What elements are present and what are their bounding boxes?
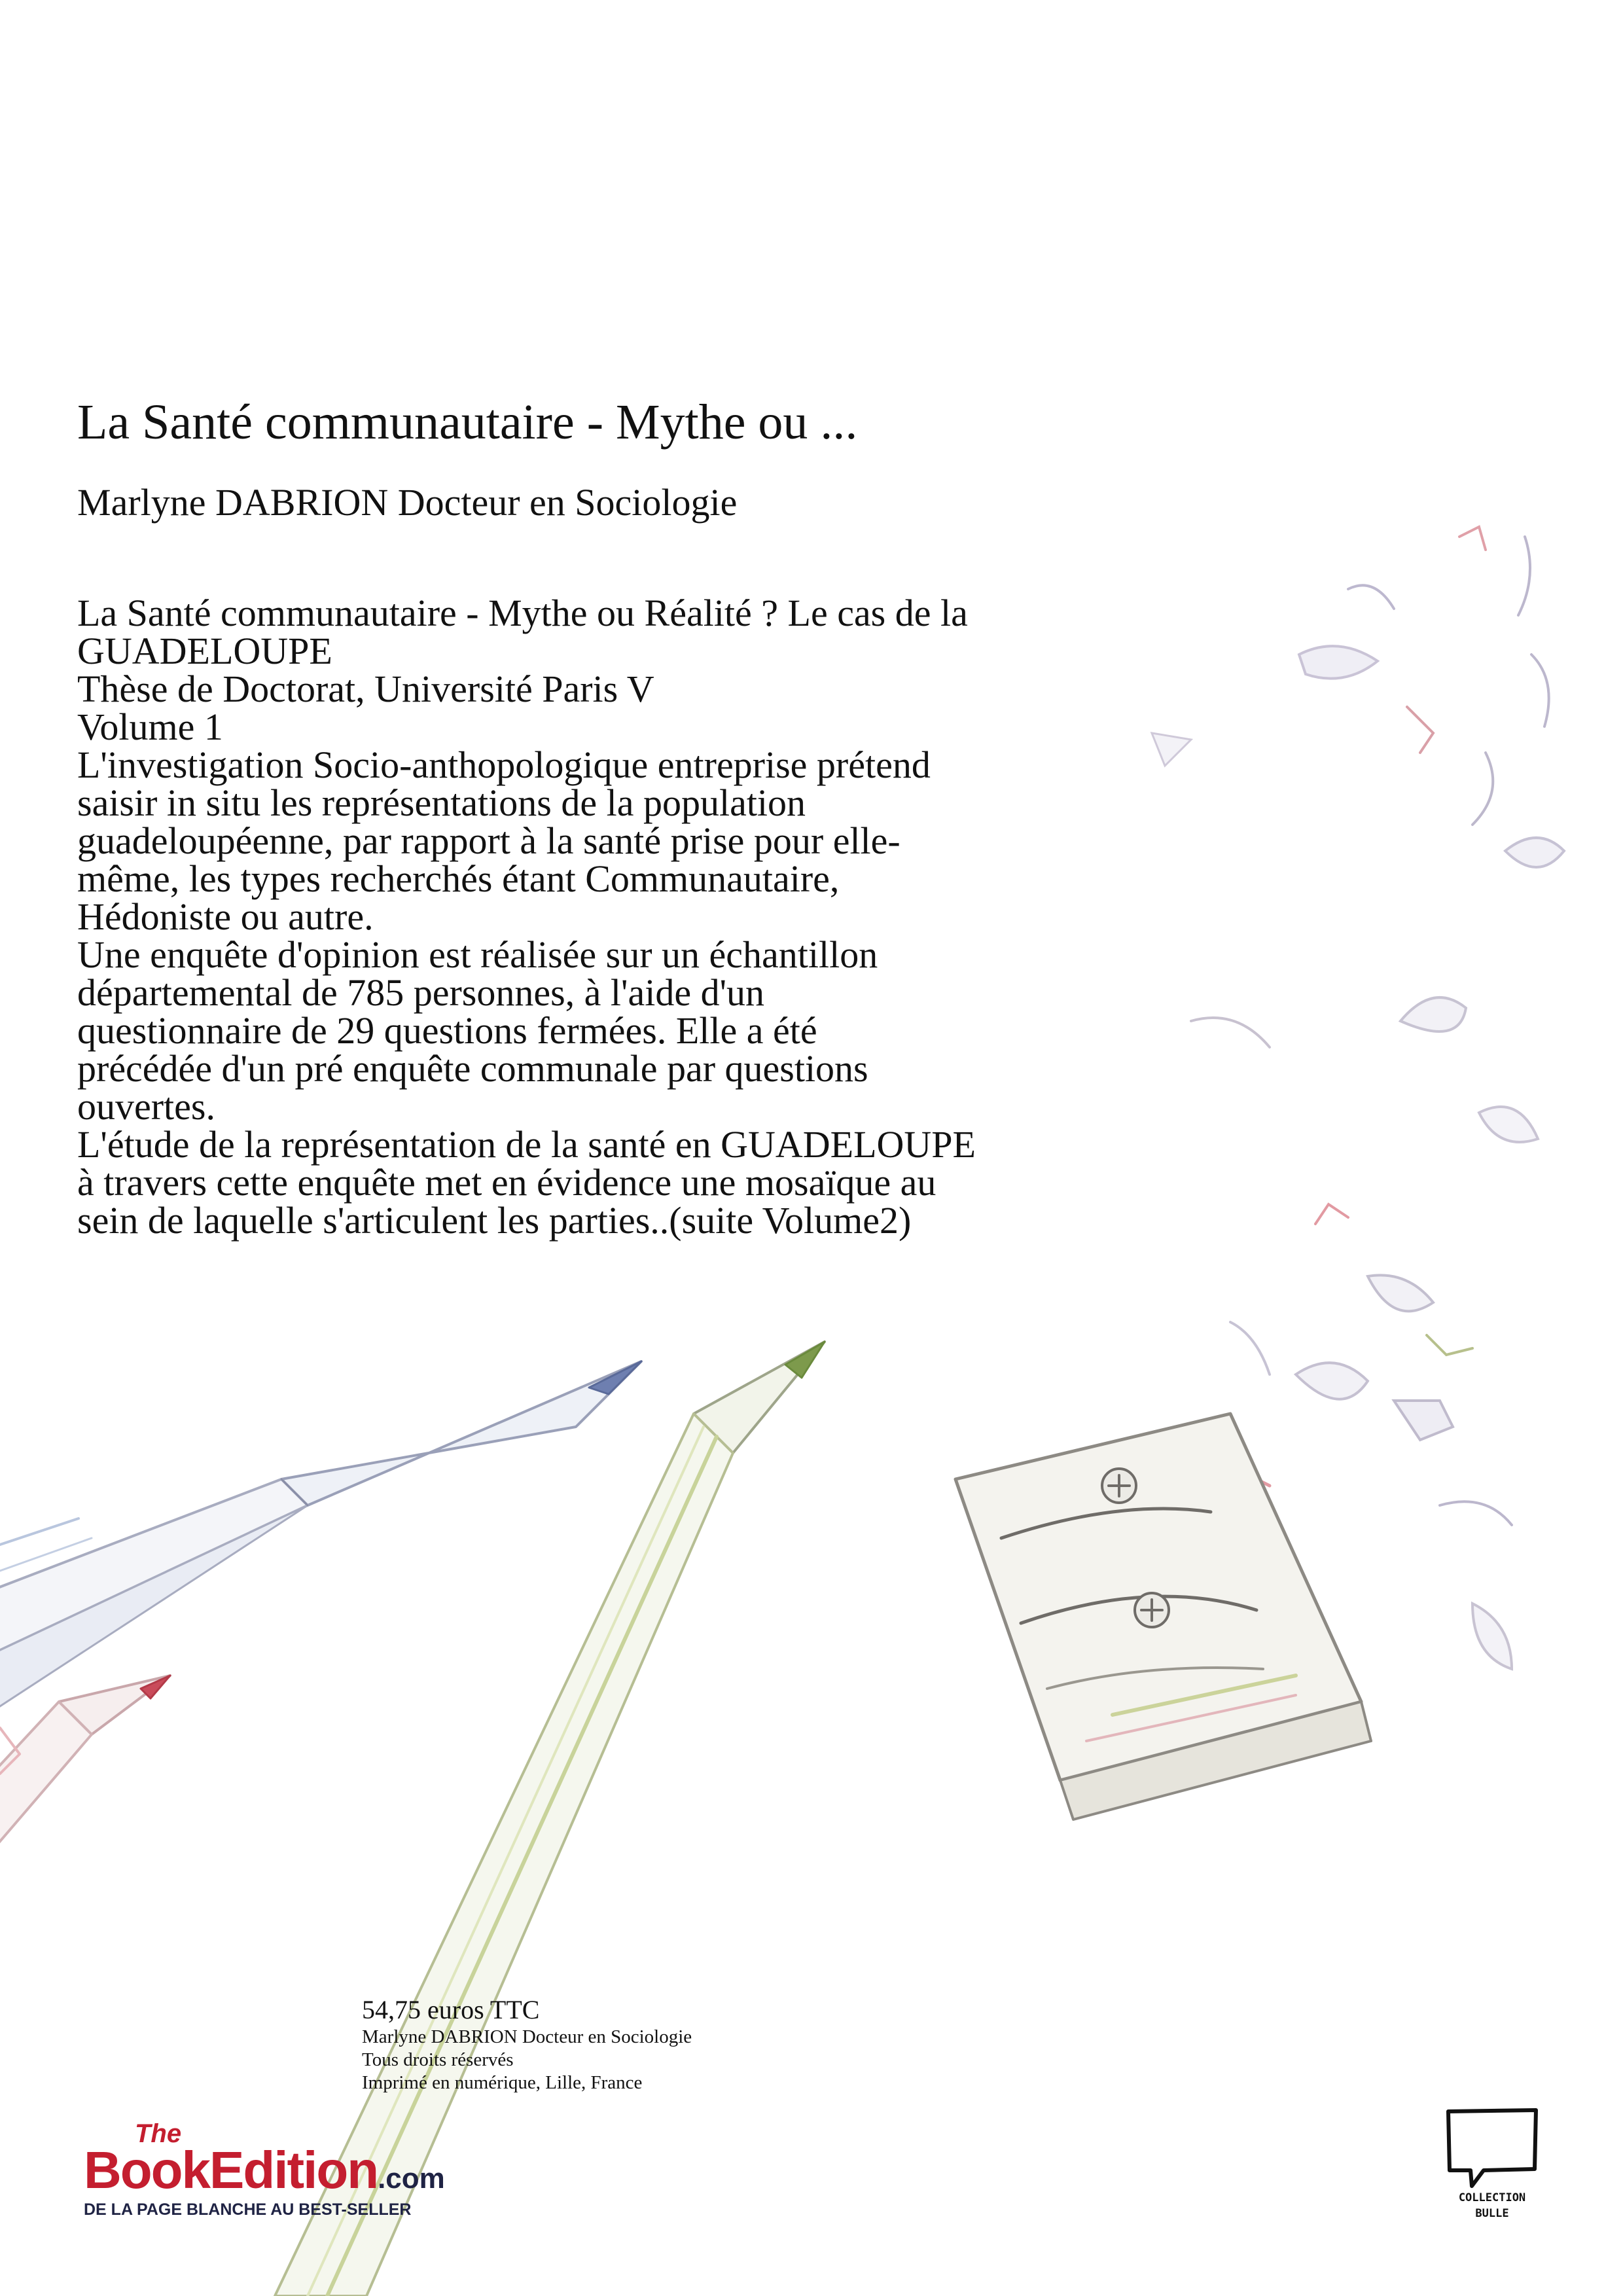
blurb-line: départemental de 785 personnes, à l'aide d'un [77,971,765,1014]
blurb-line: sein de laquelle s'articulent les parties..(suite Volume2) [77,1199,912,1242]
blurb-line: Thèse de Doctorat, Université Paris V [77,668,654,710]
logo-brand-main: BookEditi [84,2141,317,2199]
blurb-line: même, les types recherchés étant Communautaire, [77,857,840,900]
logo-brand-tail: on [316,2141,378,2199]
blurb-line: ouvertes. [77,1085,215,1128]
blurb-line: GUADELOUPE [77,630,332,672]
back-cover-blurb [77,594,1268,1240]
collection-bulle-logo [1443,2106,1541,2234]
bookedition-logo [77,2119,483,2217]
logo-domain: .com [378,2162,445,2195]
blurb-line: Volume 1 [77,706,223,748]
collection-label [1443,2190,1541,2221]
imprint-author: Marlyne DABRION Docteur en Sociologie [362,2026,692,2047]
imprint-printed: Imprimé en numérique, Lille, France [362,2072,643,2093]
blurb-line: L'investigation Socio-anthopologique entreprise prétend [77,744,931,786]
logo-the-text: The [135,2119,182,2148]
blurb-line: Une enquête d'opinion est réalisée sur un échantillon [77,933,878,976]
blurb-line: L'étude de la représentation de la santé en GUADELOUPE [77,1123,976,1166]
blurb-line: précédée d'un pré enquête communale par questions [77,1047,868,1090]
book-title: La Santé communautaire - Mythe ou ... [77,395,858,450]
blurb-line: guadeloupéenne, par rapport à la santé prise pour elle- [77,819,901,862]
imprint-block [362,1994,692,2094]
collection-line1: COLLECTION [1458,2191,1526,2204]
speech-bubble-icon [1443,2106,1541,2191]
blurb-line: à travers cette enquête met en évidence une mosaïque au [77,1161,936,1204]
collection-line2: BULLE [1475,2207,1509,2220]
imprint-rights: Tous droits réservés [362,2049,514,2070]
logo-brand-text [84,2140,445,2200]
sharpener-drawing [955,1414,1371,1820]
logo-tagline: DE LA PAGE BLANCHE AU BEST-SELLER [84,2200,412,2219]
price-label: 54,75 euros TTC [362,1995,540,2024]
book-author: Marlyne DABRION Docteur en Sociologie [77,481,738,524]
blurb-line: questionnaire de 29 questions fermées. Elle a été [77,1009,817,1052]
blurb-line: La Santé communautaire - Mythe ou Réalité ? Le cas de la [77,592,968,634]
blurb-line: Hédoniste ou autre. [77,895,374,938]
blurb-line: saisir in situ les représentations de la population [77,781,806,824]
